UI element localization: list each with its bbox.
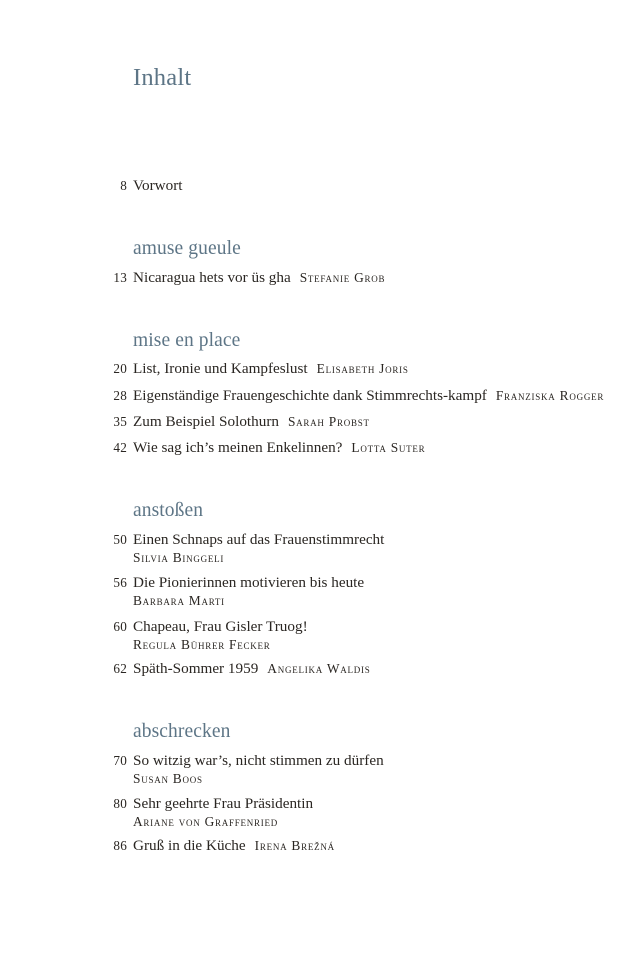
entry-text xyxy=(127,359,619,379)
spacer xyxy=(0,610,619,617)
entry-title: So witzig war’s, nicht stimmen zu dürfen xyxy=(133,751,384,769)
entry-text xyxy=(127,751,619,787)
section-heading: mise en place xyxy=(133,329,241,351)
entry-author: Ariane von Graffenried xyxy=(133,814,279,830)
entry-author: Regula Bührer Fecker xyxy=(133,636,271,652)
entry-text xyxy=(127,176,619,196)
entry-author: Irena Brežná xyxy=(254,838,335,854)
entry-text xyxy=(127,617,619,653)
spacer xyxy=(0,787,619,794)
entry-text xyxy=(127,438,619,458)
spacer xyxy=(0,196,619,239)
entry-page-number: 50 xyxy=(113,531,127,547)
entry-text xyxy=(127,659,619,679)
entry-text xyxy=(127,412,619,432)
toc-entry[interactable] xyxy=(0,836,619,856)
entry-author: Barbara Marti xyxy=(133,593,225,609)
toc-entry[interactable] xyxy=(0,412,619,432)
toc-content xyxy=(0,176,619,857)
spacer xyxy=(0,259,619,268)
spacer xyxy=(0,679,619,722)
spacer xyxy=(0,458,619,501)
entry-page-number: 13 xyxy=(113,269,127,285)
entry-title: Chapeau, Frau Gisler Truog! xyxy=(133,617,308,635)
section-heading: anstoßen xyxy=(133,500,204,522)
toc-entry[interactable] xyxy=(0,386,619,406)
spacer xyxy=(0,350,619,359)
entry-text xyxy=(127,794,619,830)
entry-page-number: 8 xyxy=(120,178,127,193)
toc-entry[interactable] xyxy=(0,359,619,379)
entry-title: Sehr geehrte Frau Präsidentin xyxy=(133,795,314,813)
toc-entry[interactable] xyxy=(0,530,619,566)
entry-page-number: 70 xyxy=(113,752,127,768)
entry-text xyxy=(127,386,619,406)
toc-entry[interactable] xyxy=(0,176,619,196)
entry-title: Wie sag ich’s meinen Enkelinnen? xyxy=(133,439,343,457)
entry-page-number: 28 xyxy=(113,387,127,403)
entry-author: Franziska Rogger xyxy=(495,387,605,403)
page-title: Inhalt xyxy=(133,64,192,91)
entry-text xyxy=(127,836,619,856)
entry-page-number: 80 xyxy=(113,796,127,812)
section-heading: amuse gueule xyxy=(133,238,241,260)
entry-text xyxy=(127,268,619,288)
entry-title: Vorwort xyxy=(133,177,183,194)
toc-entry[interactable] xyxy=(0,659,619,679)
entry-text xyxy=(127,573,619,609)
entry-title: Einen Schnaps auf das Frauenstimmrecht xyxy=(133,530,385,548)
entry-page-number: 86 xyxy=(113,838,127,854)
entry-title: List, Ironie und Kampfeslust xyxy=(133,360,308,378)
entry-author: Lotta Suter xyxy=(351,440,426,456)
toc-entry[interactable] xyxy=(0,438,619,458)
entry-title: Die Pionierinnen motivieren bis heute xyxy=(133,574,365,592)
entry-author: Susan Boos xyxy=(133,770,203,786)
entry-title: Gruß in die Küche xyxy=(133,837,246,855)
toc-entry[interactable] xyxy=(0,268,619,288)
entry-page-number: 42 xyxy=(113,440,127,456)
entry-page-number: 60 xyxy=(113,618,127,634)
spacer xyxy=(0,742,619,751)
entry-author: Angelika Waldis xyxy=(267,660,371,676)
toc-entry[interactable] xyxy=(0,794,619,830)
entry-title: Zum Beispiel Solothurn xyxy=(133,412,279,430)
spacer xyxy=(0,521,619,530)
entry-page-number: 35 xyxy=(113,413,127,429)
entry-page-number: 20 xyxy=(113,361,127,377)
entry-author: Silvia Binggeli xyxy=(133,550,225,566)
section-heading: abschrecken xyxy=(133,721,231,743)
entry-title: Nicaragua hets vor üs gha xyxy=(133,268,291,286)
entry-title: Eigenständige Frauengeschichte dank Stimmrechts-kampf xyxy=(133,386,487,404)
spacer xyxy=(0,288,619,331)
entry-title: Späth-Sommer 1959 xyxy=(133,659,259,677)
toc-entry[interactable] xyxy=(0,751,619,787)
spacer xyxy=(0,566,619,573)
toc-list xyxy=(0,176,619,857)
entry-author: Elisabeth Joris xyxy=(316,361,409,377)
entry-text xyxy=(127,530,619,566)
entry-page-number: 56 xyxy=(113,575,127,591)
entry-page-number: 62 xyxy=(113,660,127,676)
entry-author: Stefanie Grob xyxy=(299,269,386,285)
toc-entry[interactable] xyxy=(0,617,619,653)
entry-author: Sarah Probst xyxy=(287,413,370,429)
toc-entry[interactable] xyxy=(0,573,619,609)
